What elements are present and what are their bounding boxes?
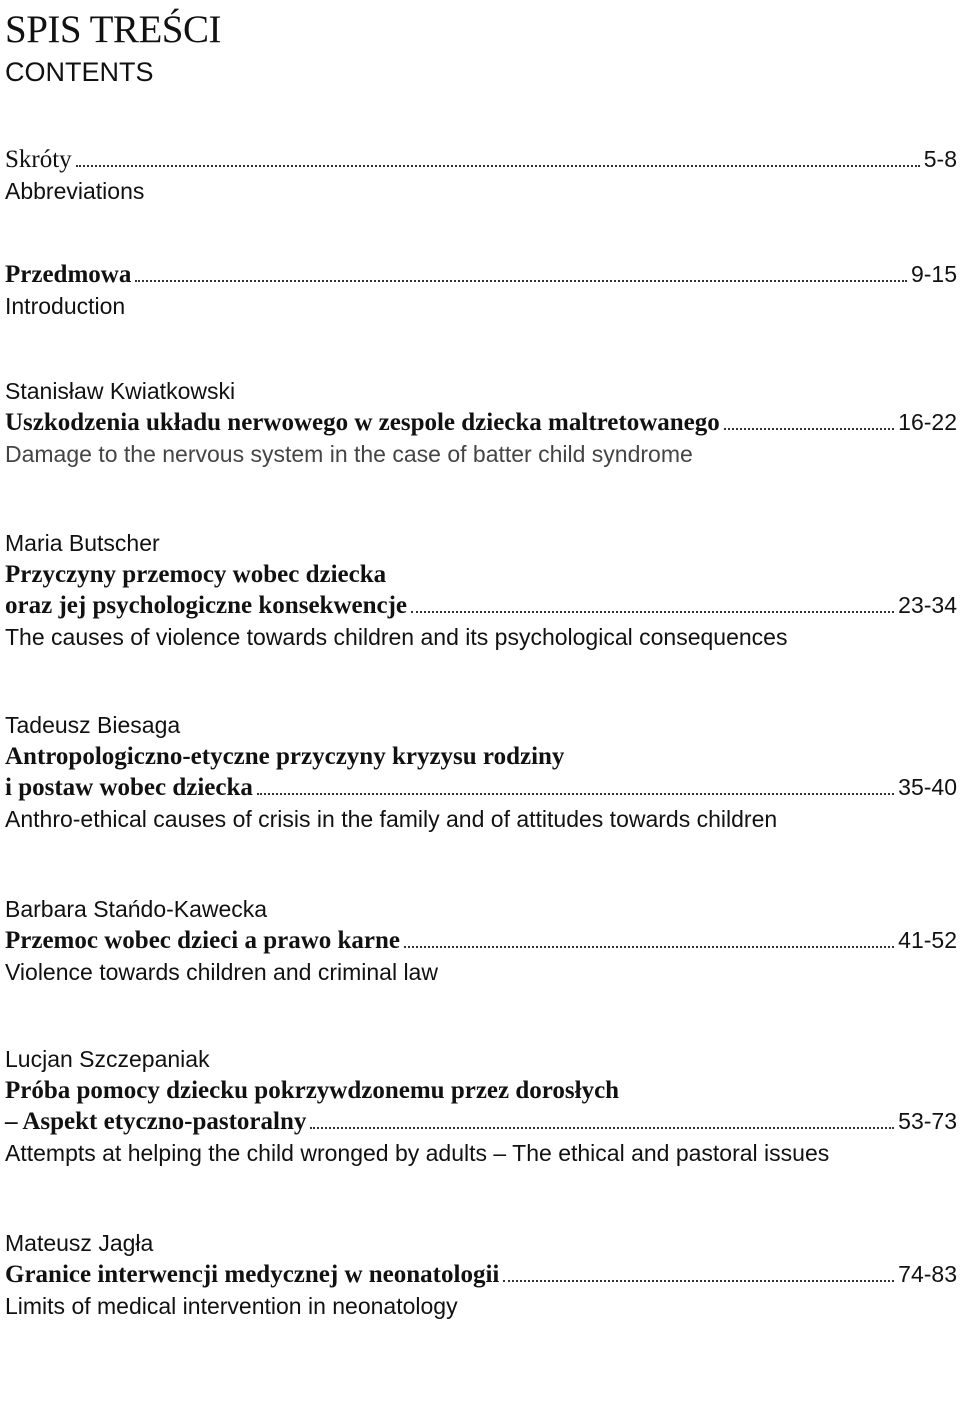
toc-entry[interactable] [5,893,957,988]
toc-entry-title-line[interactable] [5,772,957,803]
page-range: 5-8 [923,146,957,172]
toc-entry-title-first-line[interactable]: Przyczyny przemocy wobec dziecka [5,561,387,588]
toc-entry-title-line[interactable] [5,144,957,175]
toc-entry-title-line[interactable] [5,590,957,621]
toc-entry-english-title: Damage to the nervous system in the case of batter child syndrome [5,441,693,467]
toc-entry[interactable] [5,375,957,470]
page-range: 16-22 [898,409,957,435]
toc-entry-title-line[interactable] [5,259,957,290]
page-range: 9-15 [910,261,957,287]
toc-entry-english-title: Violence towards children and criminal law [5,959,438,985]
page-range: 35-40 [898,774,957,800]
toc-entry-title-first-line[interactable]: Antropologiczno-etyczne przyczyny kryzysu rodziny [5,743,565,770]
toc-entry-author: Tadeusz Biesaga [5,712,181,738]
toc-entry-title[interactable]: Przedmowa [5,261,132,288]
toc-entry-author: Maria Butscher [5,530,160,556]
toc-entry-author: Stanisław Kwiatkowski [5,378,236,404]
toc-entry-title[interactable]: Uszkodzenia układu nerwowego w zespole dziecka maltretowanego [5,409,720,436]
toc-entry-english-title: The causes of violence towards children and its psychological consequences [5,624,788,650]
toc-entry[interactable] [5,709,957,835]
toc-entry[interactable] [5,1227,957,1322]
page-range: 74-83 [898,1261,957,1287]
toc-entry-title[interactable]: Granice interwencji medycznej w neonatologii [5,1261,500,1288]
toc-entry-title-line[interactable] [5,1259,957,1290]
toc-entry-english-title: Attempts at helping the child wronged by adults – The ethical and pastoral issues [5,1140,830,1166]
dot-leader [135,280,907,282]
page-range: 23-34 [898,592,957,618]
dot-leader [503,1280,894,1282]
toc-entry-title-line[interactable] [5,407,957,438]
toc-entry-author: Barbara Stańdo-Kawecka [5,896,268,922]
dot-leader [257,793,894,795]
toc-entry-english-title: Abbreviations [5,178,145,204]
toc-entry[interactable] [5,527,957,653]
page-range: 41-52 [898,927,957,953]
toc-entry-title-line[interactable] [5,1106,957,1137]
toc-entry[interactable] [5,259,957,322]
toc-entry-english-title: Anthro-ethical causes of crisis in the family and of attitudes towards children [5,806,778,832]
toc-entry-title[interactable]: i postaw wobec dziecka [5,774,253,801]
page-title: SPIS TREŚCI [5,8,221,51]
toc-entry-title[interactable]: Przemoc wobec dzieci a prawo karne [5,927,401,954]
dot-leader [404,946,894,948]
page-range: 53-73 [898,1108,957,1134]
toc-entry-title[interactable]: Skróty [5,146,72,173]
toc-entry[interactable] [5,1043,957,1169]
page-subtitle: CONTENTS [5,57,154,87]
toc-entry-title-first-line[interactable]: Próba pomocy dziecku pokrzywdzonemu przez dorosłych [5,1077,620,1104]
toc-entry-author: Mateusz Jagła [5,1230,154,1256]
dot-leader [724,428,894,430]
toc-entry-title[interactable]: – Aspekt etyczno-pastoralny [5,1108,307,1135]
dot-leader [76,165,920,167]
toc-entry[interactable] [5,144,957,207]
toc-entry-title-line[interactable] [5,925,957,956]
dot-leader [310,1127,894,1129]
toc-entry-english-title: Limits of medical intervention in neonatology [5,1293,458,1319]
toc-entry-english-title: Introduction [5,293,126,319]
toc-entry-title[interactable]: oraz jej psychologiczne konsekwencje [5,592,408,619]
toc-entry-author: Lucjan Szczepaniak [5,1046,210,1072]
dot-leader [411,611,894,613]
